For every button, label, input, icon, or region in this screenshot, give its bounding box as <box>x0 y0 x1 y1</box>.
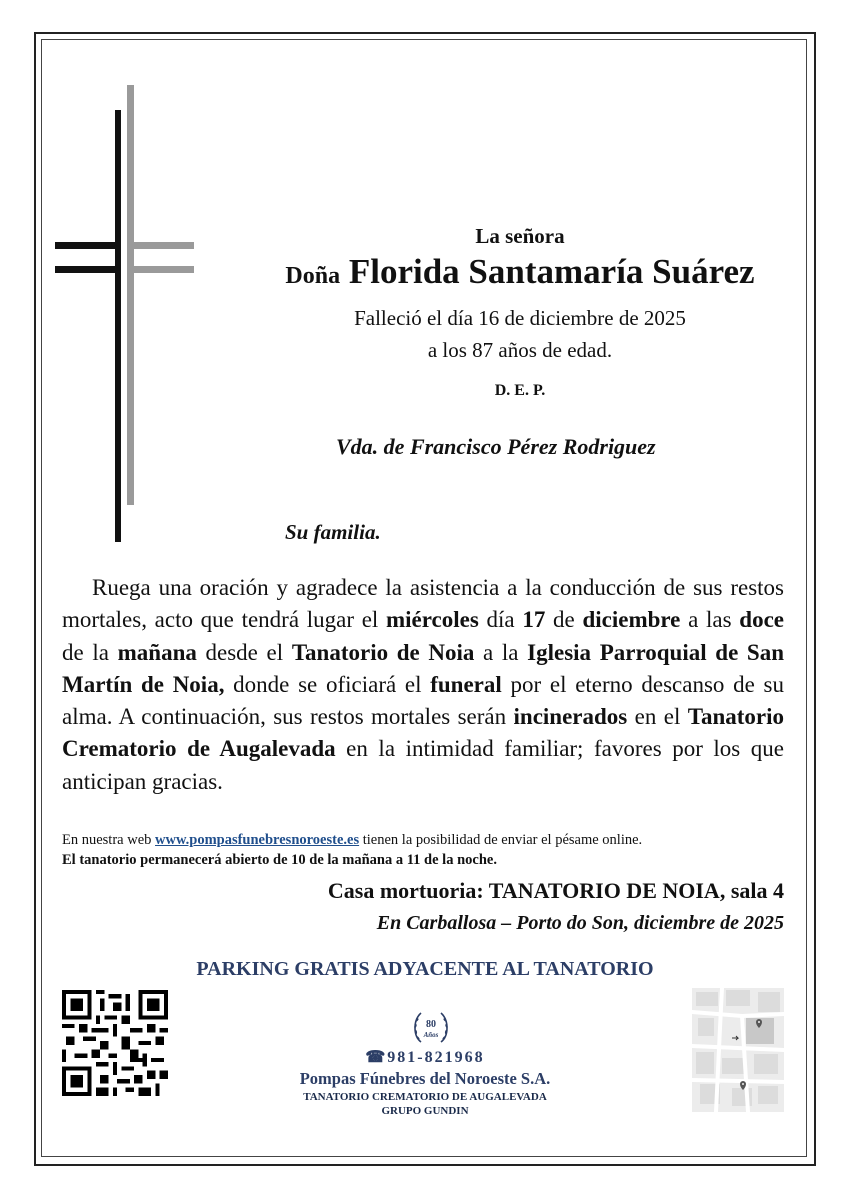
death-info <box>250 302 790 366</box>
parking-banner: PARKING GRATIS ADYACENTE AL TANATORIO <box>196 958 654 980</box>
death-date: Falleció el día 16 de diciembre de 2025 <box>354 306 686 330</box>
company-name: Pompas Fúnebres del Noroeste S.A. <box>299 1069 551 1088</box>
dep-text: D. E. P. <box>494 382 546 399</box>
ceremony-text: Ruega una oración y agradece la asistencia a la conducción de sus restos mortales, acto que tendrá lugar el miércoles día 17 de diciembre a las doce de la mañana desde el Tanatorio de Noia a la Iglesia Parroquial de San Martín de Noia, donde se oficiará el funeral por el eterno descanso de su alma. A continuación, sus restos mortales serán incinerados en el Tanatorio Crematorio de Augalevada en la intimidad familiar; favores por los que anticipan gracias. <box>62 575 785 794</box>
title-la-senora: La señora <box>475 224 565 248</box>
opening-hours-note: El tanatorio permanecerá abierto de 10 de la mañana a 11 de la noche. <box>62 852 497 868</box>
casa-mortuoria: Casa mortuoria: TANATORIO DE NOIA, sala 4 <box>327 878 784 903</box>
deceased-name <box>250 252 790 292</box>
crematorium-name: TANATORIO CREMATORIO DE AUGALEVADA <box>303 1091 547 1103</box>
death-age: a los 87 años de edad. <box>427 338 613 362</box>
online-condolence-note: En nuestra web www.pompasfunebresnoroeste.es tienen la posibilidad de enviar el pésame online. <box>62 832 643 848</box>
family-signature: Su familia. <box>285 520 381 544</box>
place-and-date: En Carballosa – Porto do Son, diciembre de 2025 <box>376 912 784 934</box>
group-name: GRUPO GUNDIN <box>381 1105 469 1117</box>
badge-word: Años <box>423 1031 439 1039</box>
phone-icon: ☎ <box>365 1049 388 1066</box>
dona-prefix: Doña <box>285 263 341 289</box>
website-link[interactable]: www.pompasfunebresnoroeste.es <box>155 832 360 848</box>
anniversary-badge-icon <box>409 1008 453 1048</box>
deceased-full-name: Florida Santamaría Suárez <box>348 252 755 291</box>
location-map[interactable] <box>692 988 784 1112</box>
badge-number: 80 <box>426 1019 436 1030</box>
widow-of: Vda. de Francisco Pérez Rodriguez <box>336 434 656 459</box>
phone-number[interactable]: ☎981-821968 <box>365 1049 485 1066</box>
